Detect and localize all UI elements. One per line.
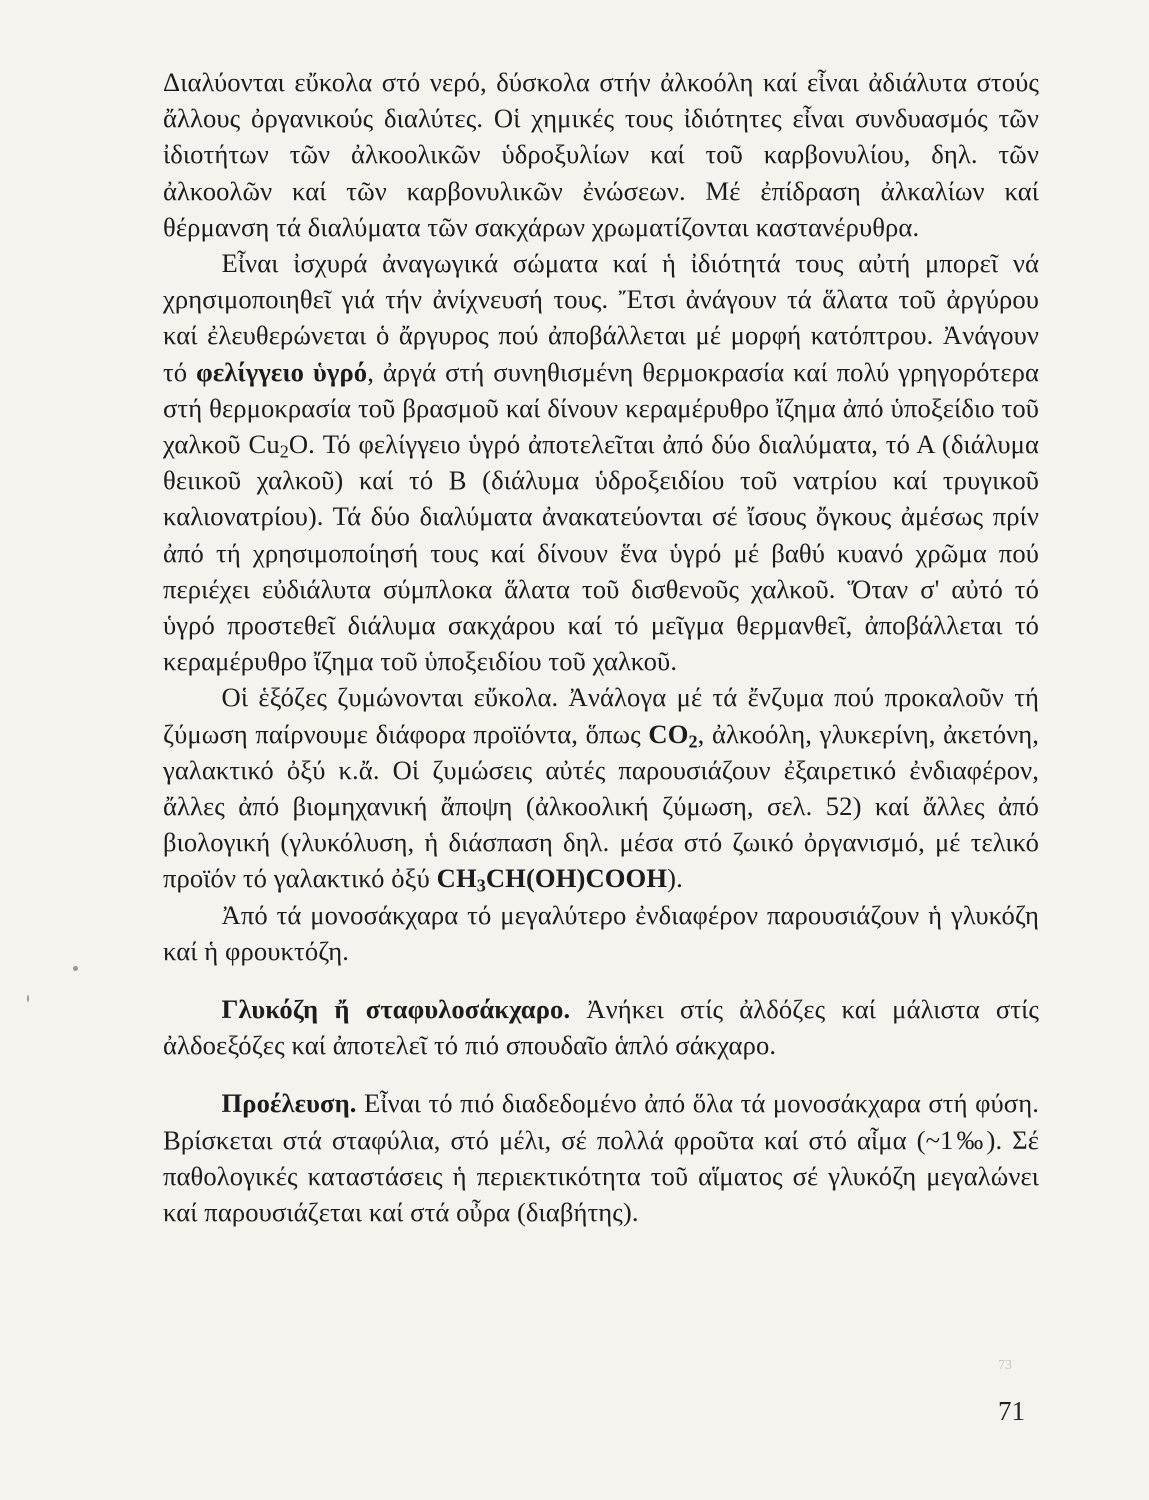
text-run: Εἶναι τό πιό διαδεδομένο ἀπό ὅλα τά μονοσάκχαρα στή φύση. Βρίσκεται στά σταφύλια, στό μέλι, σέ πολλά φροῦτα καί στό αἷμα (~1‰). Σέ παθολογικές καταστάσεις ἡ περιεκτικότητα τοῦ αἵματος σέ γλυκόζη μεγαλώνει καί παρουσιάζεται καί στά οὖρα (διαβήτης). <box>163 1088 1039 1228</box>
speck-mark <box>27 995 29 1002</box>
paragraph-origin <box>163 1085 1039 1230</box>
paragraph-reducing-properties <box>163 245 1039 679</box>
bold-term: Προέλευση. <box>221 1088 357 1119</box>
page-body <box>163 64 1039 1230</box>
speck-mark <box>73 966 78 971</box>
text-run: , ἀλκοόλη, γλυκερίνη, ἀκετόνη, γαλακτικό ὀξύ κ.ἄ. Οἱ ζυμώσεις αὐτές παρουσιάζουν ἐξαιρετικό ἐνδιαφέρον, ἄλλες ἀπό βιομηχανική ἄποψη (ἀλκοολική ζύμωση, σελ. 52) καί ἄλλες ἀπό βιολογική (γλυκόλυση, ἡ διάσπαση δηλ. μέσα στό ζωικό ὀργανισμό, μέ τελικό προϊόν τό γαλακτικό ὀξύ <box>163 718 1039 894</box>
paragraph-fermentation <box>163 679 1039 896</box>
text-run: Οἱ ἑξόζες ζυμώνονται εὔκολα. Ἀνάλογα μέ τά ἔνζυμα πού προκαλοῦν τή ζύμωση παίρνουμε διάφορα προϊόντα, ὅπως <box>163 682 1039 749</box>
text-run: Ἀνήκει στίς ἀλδόζες καί μάλιστα στίς ἀλδοεξόζες καί ἀποτελεῖ τό πιό σπουδαῖο ἁπλό σάκχαρο. <box>163 994 1040 1061</box>
text-run: , ἀργά στή συνηθισμένη θερμοκρασία καί πολύ γρηγορότερα στή θερμοκρασία τοῦ βρασμοῦ καί δίνουν κεραμέρυθρο ἴζημα ἀπό ὑποξείδιο τοῦ χαλκοῦ Cu <box>163 356 1040 460</box>
subscript: 2 <box>279 441 289 462</box>
text-run: Ἀπό τά μονοσάκχαρα τό μεγαλύτερο ἐνδιαφέρον παρουσιάζουν ἡ γλυκόζη καί ἡ φρουκτόζη. <box>163 899 1039 966</box>
subscript: 2 <box>688 731 698 752</box>
text-run: O. Τό φελίγγειο ὑγρό ἀποτελεῖται ἀπό δύο διαλύματα, τό Α (διάλυμα θειικοῦ χαλκοῦ) καί τό Β (διάλυμα ὑδροξειδίου τοῦ νατρίου καί τρυγικοῦ καλιονατρίου). Τά δύο διαλύματα ἀνακατεύονται σέ ἴσους ὄγκους ἀμέσως πρίν ἀπό τή χρησιμοποίησή τους καί δίνουν ἕνα ὑγρό μέ βαθύ κυανό χρῶμα πού περιέχει εὐδιάλυτα σύμπλοκα ἅλατα τοῦ δισθενοῦς χαλκοῦ. Ὅταν σ' αὐτό τό ὑγρό προστεθεῖ διάλυμα σακχάρου καί τό μεῖγμα θερμανθεῖ, ἀποβάλλεται τό κεραμέρυθρο ἴζημα τοῦ ὑποξειδίου τοῦ χαλκοῦ. <box>163 429 1039 677</box>
bold-term: Γλυκόζη ἤ σταφυλοσάκχαρο. <box>221 994 571 1025</box>
paragraph-solubility <box>163 64 1039 245</box>
text-run: Διαλύονται εὔκολα στό νερό, δύσκολα στήν ἀλκοόλη καί εἶναι ἀδιάλυτα στούς ἄλλους ὀργανικούς διαλύτες. Οἱ χημικές τους ἰδιότητες εἶναι συνδυασμός τῶν ἰδιοτήτων τῶν ἀλκοολικῶν ὑδροξυλίων καί τοῦ καρβονυλίου, δηλ. τῶν ἀλκοολῶν καί τῶν καρβονυλικῶν ἐνώσεων. Μέ ἐπίδραση ἀλκαλίων καί θέρμανση τά διαλύματα τῶν σακχάρων χρωματίζονται καστανέρυθρα. <box>163 67 1039 242</box>
paragraph-glucose <box>163 991 1039 1063</box>
bold-term: CH(OH)COOH <box>485 863 668 894</box>
text-run: Εἶναι ἰσχυρά ἀναγωγικά σώματα καί ἡ ἰδιότητά τους αὐτή μπορεῖ νά χρησιμοποιηθεῖ γιά τήν ἀνίχνευσή τους. Ἔτσι ἀνάγουν τά ἅλατα τοῦ ἀργύρου καί ἐλευθερώνεται ὁ ἄργυρος πού ἀποβάλλεται μέ μορφή κατόπτρου. Ἀνάγουν τό <box>163 248 1039 387</box>
bleed-through-mark: 73 <box>998 1358 1012 1373</box>
bold-term: φελίγγειο ὑγρό <box>196 356 368 387</box>
bold-term: CO <box>648 718 689 749</box>
bold-term: CH <box>436 863 477 894</box>
page-number: 71 <box>998 1396 1025 1426</box>
text-run: ). <box>667 863 683 894</box>
subscript: 3 <box>476 875 486 896</box>
paragraph-monosaccharides <box>163 897 1039 969</box>
